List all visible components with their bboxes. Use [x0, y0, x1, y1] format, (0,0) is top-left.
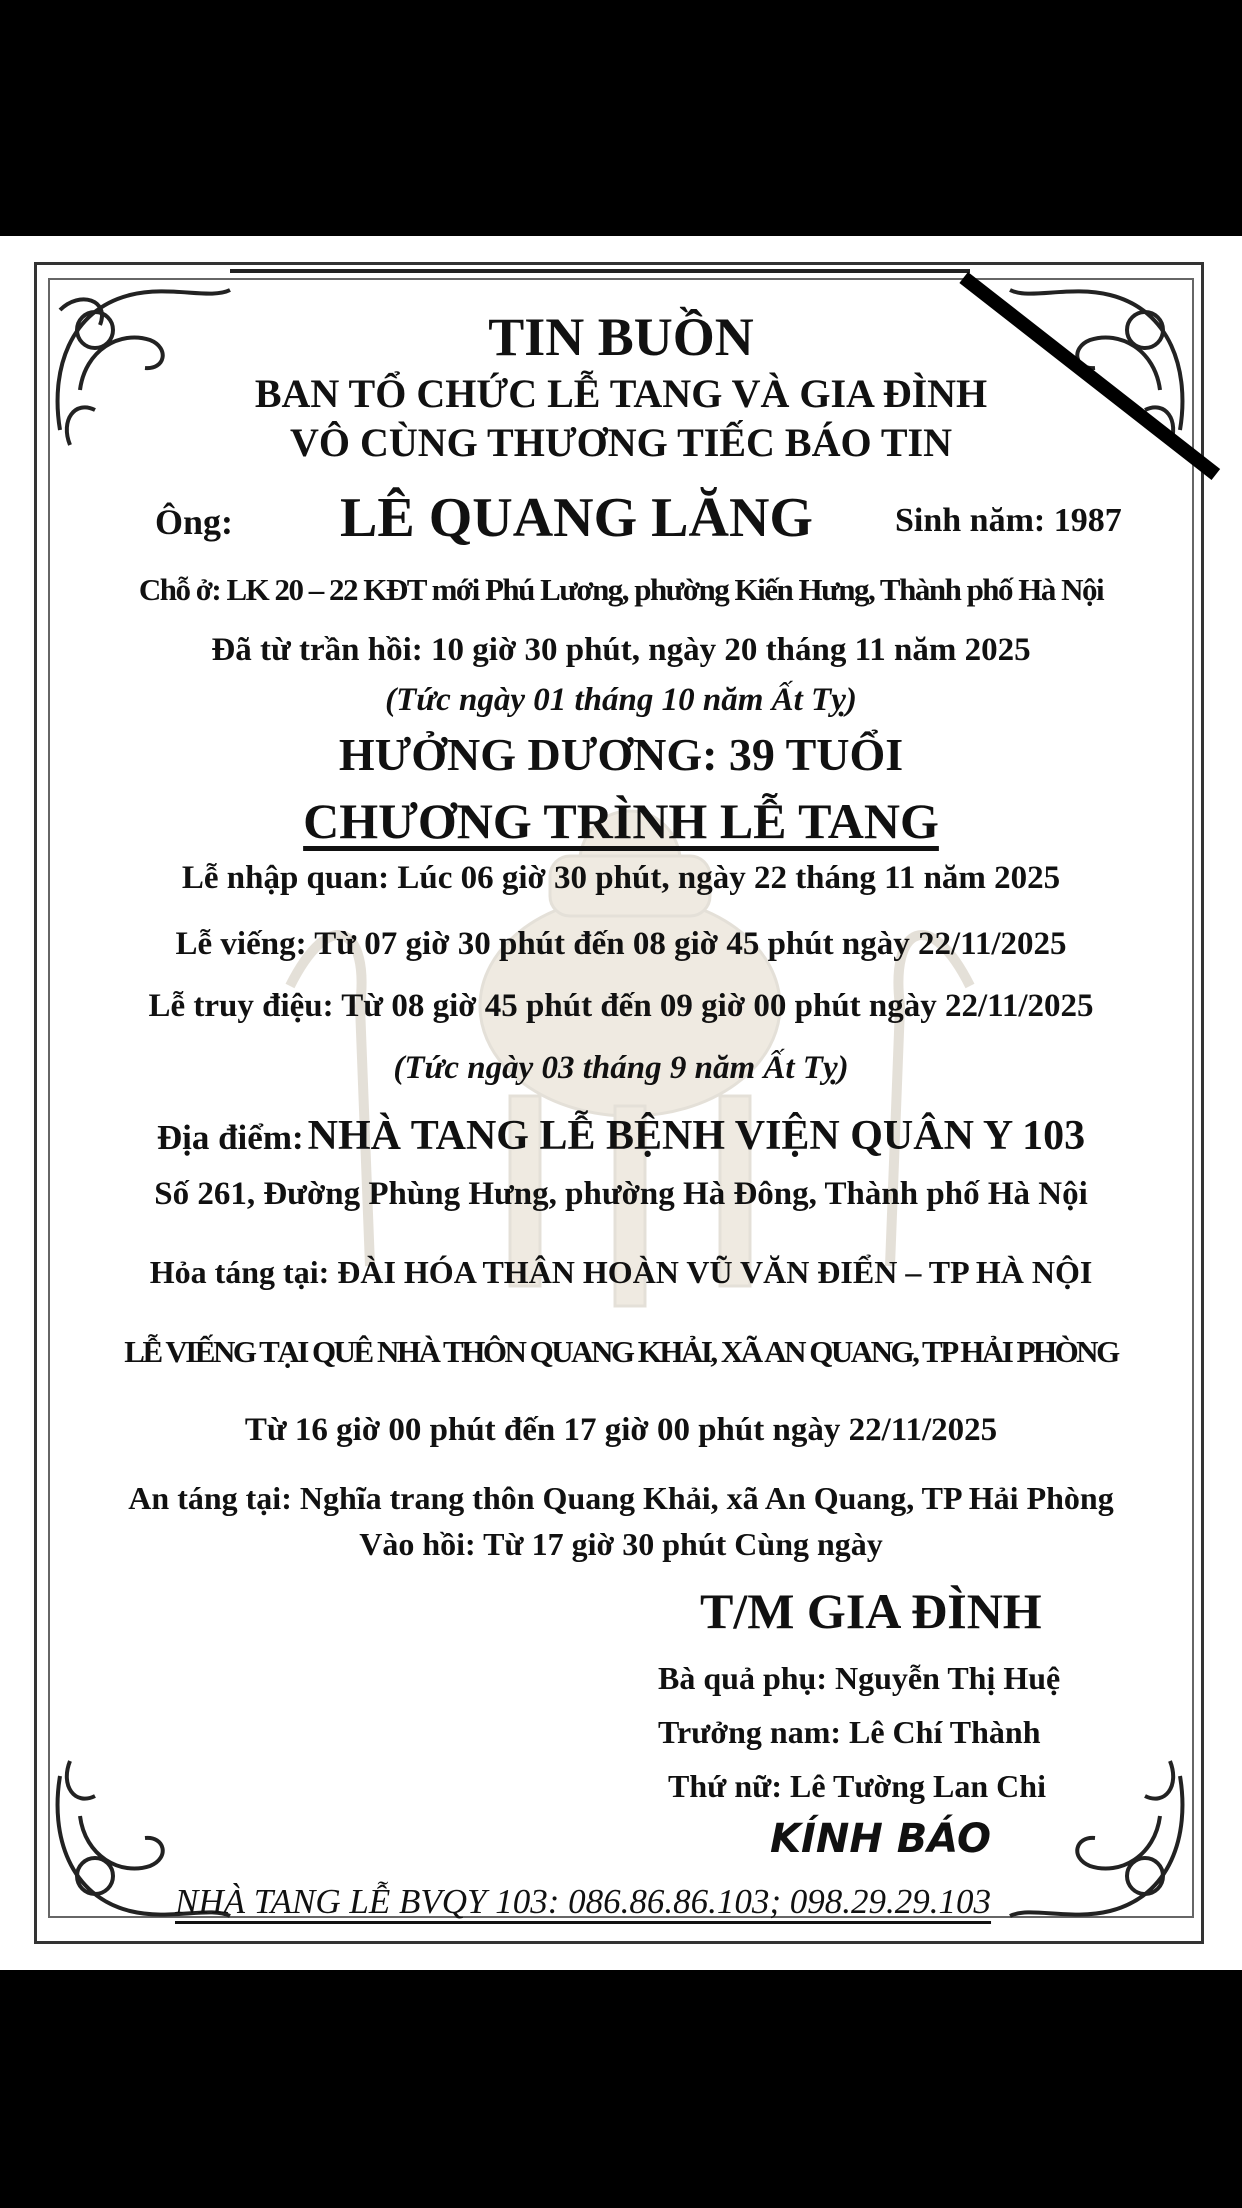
birth-year: Sinh năm: 1987 — [895, 502, 1122, 539]
age: HƯỞNG DƯƠNG: 39 TUỔI — [338, 729, 904, 780]
family-heading: T/M GIA ĐÌNH — [700, 1583, 1042, 1639]
honorific: Ông: — [155, 502, 234, 542]
ornament-bottom-right-icon — [1000, 1736, 1200, 1936]
bottom-black-bar — [0, 1970, 1242, 2208]
org-line-2: VÔ CÙNG THƯƠNG TIẾC BÁO TIN — [290, 420, 952, 465]
memorial-time: Lễ truy điệu: Từ 08 giờ 45 phút đến 09 giờ 00 phút ngày 22/11/2025 — [148, 988, 1094, 1024]
sign-off: KÍNH BÁO — [770, 1816, 991, 1862]
venue-name: NHÀ TANG LỄ BỆNH VIỆN QUÂN Y 103 — [307, 1113, 1086, 1159]
notice-title: TIN BUỒN — [488, 307, 754, 367]
top-divider — [230, 269, 970, 273]
daughter: Thứ nữ: Lê Tường Lan Chi — [668, 1768, 1046, 1804]
deceased-name: LÊ QUANG LĂNG — [340, 487, 813, 549]
encoffin-time: Lễ nhập quan: Lúc 06 giờ 30 phút, ngày 22 tháng 11 năm 2025 — [181, 860, 1061, 896]
lunar-passed: (Tức ngày 01 tháng 10 năm Ất Tỵ) — [385, 682, 857, 718]
visitation-time: Lễ viếng: Từ 07 giờ 30 phút đến 08 giờ 45 phút ngày 22/11/2025 — [175, 926, 1067, 962]
eldest-son: Trưởng nam: Lê Chí Thành — [658, 1714, 1041, 1750]
program-heading: CHƯƠNG TRÌNH LỄ TANG — [303, 793, 939, 849]
lunar-program: (Tức ngày 03 tháng 9 năm Ất Tỵ) — [393, 1050, 849, 1086]
hometown-time: Từ 16 giờ 00 phút đến 17 giờ 00 phút ngày 22/11/2025 — [244, 1412, 998, 1448]
burial-time: Vào hồi: Từ 17 giờ 30 phút Cùng ngày — [359, 1526, 883, 1562]
passed-time: Đã từ trần hồi: 10 giờ 30 phút, ngày 20 tháng 11 năm 2025 — [211, 632, 1031, 668]
venue-label: Địa điểm: — [156, 1118, 304, 1157]
funeral-home-contact: NHÀ TANG LỄ BVQY 103: 086.86.86.103; 098.29.29.103 — [175, 1882, 992, 1921]
burial-place: An táng tại: Nghĩa trang thôn Quang Khải, xã An Quang, TP Hải Phòng — [128, 1480, 1114, 1516]
obituary-card — [0, 236, 1242, 1970]
venue-row — [0, 1112, 1242, 1160]
top-black-bar — [0, 0, 1242, 236]
hometown-visit: LỄ VIẾNG TẠI QUÊ NHÀ THÔN QUANG KHẢI, XÃ AN QUANG, TP HẢI PHÒNG — [124, 1334, 1118, 1369]
residence: Chỗ ở: LK 20 – 22 KĐT mới Phú Lương, phường Kiến Hưng, Thành phố Hà Nội — [138, 572, 1104, 607]
widow: Bà quả phụ: Nguyễn Thị Huệ — [658, 1660, 1061, 1696]
org-line-1: BAN TỔ CHỨC LỄ TANG VÀ GIA ĐÌNH — [254, 371, 988, 416]
venue-address: Số 261, Đường Phùng Hưng, phường Hà Đông, Thành phố Hà Nội — [154, 1176, 1088, 1212]
cremation-place: Hỏa táng tại: ĐÀI HÓA THÂN HOÀN VŨ VĂN ĐIỂN – TP HÀ NỘI — [149, 1254, 1093, 1290]
